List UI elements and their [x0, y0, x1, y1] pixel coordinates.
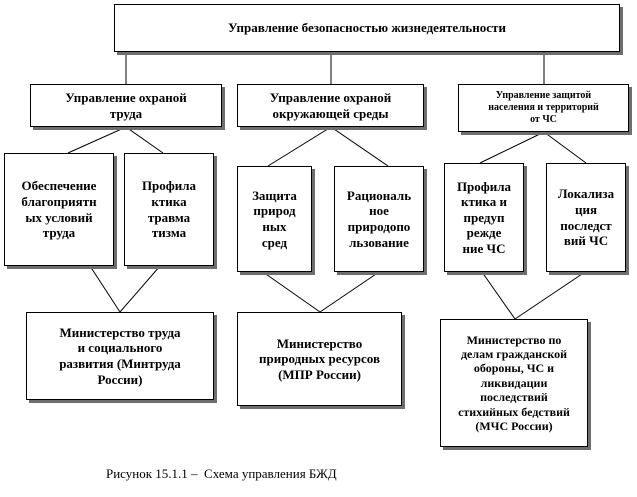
sub-nature-protection-box: Защита природ ных сред — [237, 166, 312, 272]
ministry-labor-box: Министерство труда и социального развития (Минтруда России) — [26, 312, 214, 400]
branch-environment-box: Управление охраной окружающей среды — [237, 84, 424, 127]
connector-b2-s2 — [331, 127, 388, 166]
sub-consequence-localization-box: Локализа ция последст вий ЧС — [546, 163, 626, 272]
connector-s11-m1 — [90, 266, 120, 312]
connector-s12-m1 — [120, 266, 160, 312]
root-box: Управление безопасностью жизнедеятельности — [114, 4, 620, 52]
connector-b1-s1 — [68, 127, 126, 153]
ministry-natural-resources-box: Министерство природных ресурсов (МПР России) — [237, 312, 402, 406]
sub-favorable-conditions-box: Обеспечение благоприятн ых условий труда — [4, 153, 114, 266]
figure-caption: Рисунок 15.1.1 – Схема управления БЖД — [106, 466, 337, 481]
branch-emergency-box: Управление защитой населения и территорий от ЧС — [458, 84, 629, 132]
sub-emergency-prevention-box: Профила ктика и предуп режде ние ЧС — [444, 163, 524, 272]
sub-rational-nature-use-box: Рациональ ное природопо льзование — [334, 166, 424, 272]
connector-s31-m3 — [482, 272, 515, 319]
connector-s22-m2 — [320, 272, 379, 312]
sub-injury-prevention-box: Профила ктика травма тизма — [124, 153, 214, 266]
connector-b2-s1 — [268, 127, 331, 166]
connector-b3-s1 — [480, 132, 544, 163]
connector-b3-s2 — [544, 132, 586, 163]
branch-labor-box: Управление охраной труда — [30, 84, 222, 127]
ministry-emergency-box: Министерство по делам гражданской обороны, ЧС и ликвидации последствий стихийных бедствий (МЧС России) — [440, 319, 588, 447]
connector-s21-m2 — [263, 272, 320, 312]
connector-s32-m3 — [515, 272, 585, 319]
connector-b1-s2 — [126, 127, 163, 153]
